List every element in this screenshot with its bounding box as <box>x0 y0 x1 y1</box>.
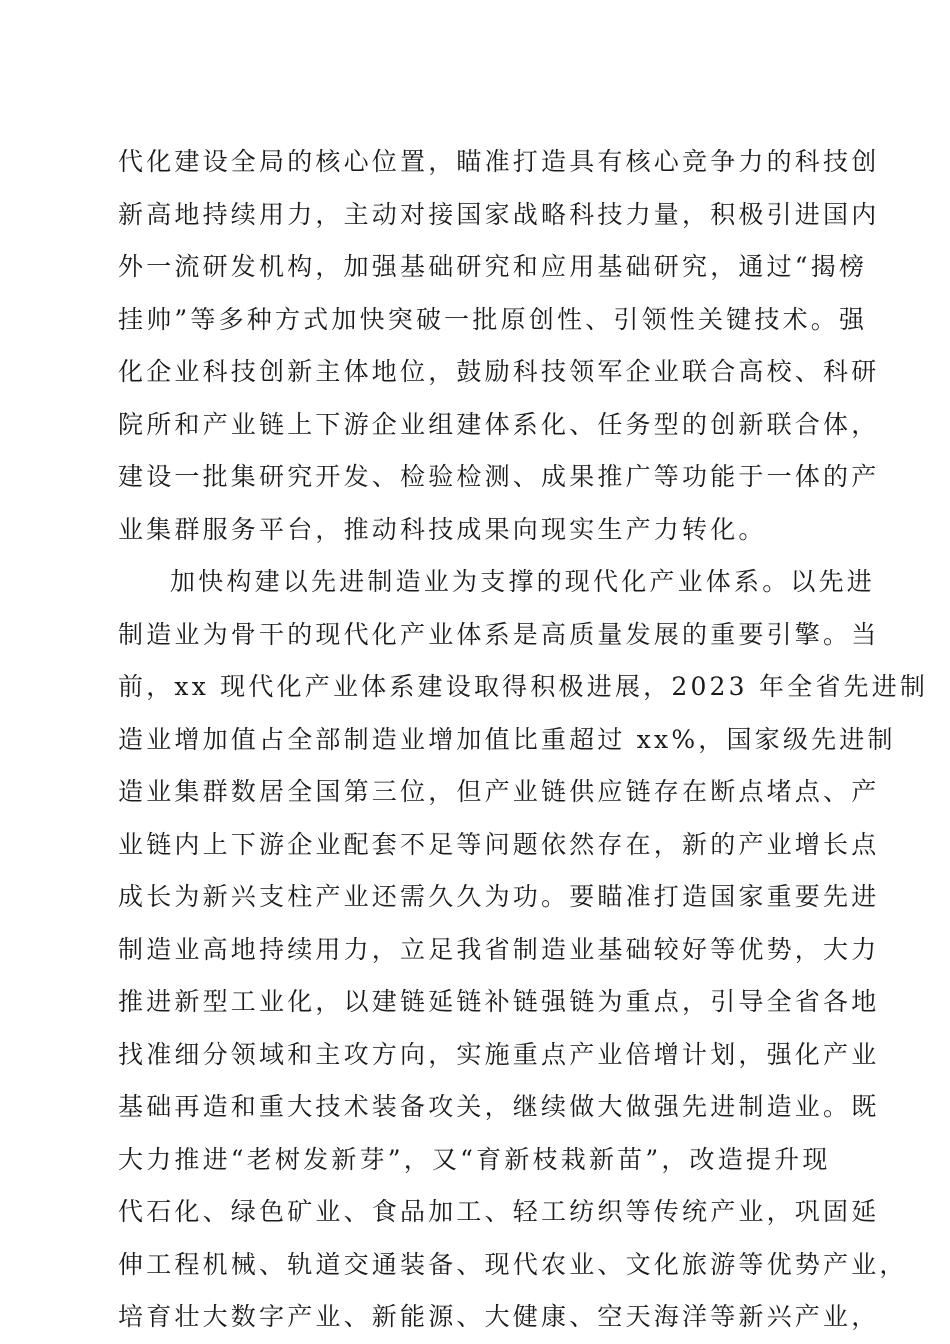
text-line: 化企业科技创新主体地位，鼓励科技领军企业联合高校、科研 <box>118 357 880 386</box>
text-line: 造业集群数居全国第三位，但产业链供应链存在断点堵点、产 <box>118 777 880 806</box>
paragraph-1 <box>118 136 880 556</box>
text-line: 新高地持续用力，主动对接国家战略科技力量，积极引进国内 <box>118 199 880 229</box>
text-line: 代化建设全局的核心位置，瞄准打造具有核心竞争力的科技创 <box>118 147 880 176</box>
text-line: 代石化、绿色矿业、食品加工、轻工纺织等传统产业，巩固延 <box>118 1197 880 1226</box>
text-line: 制造业为骨干的现代化产业体系是高质量发展的重要引擎。当 <box>118 619 880 649</box>
text-line: 外一流研发机构，加强基础研究和应用基础研究，通过“揭榜 <box>118 252 868 281</box>
text-line: 加快构建以先进制造业为支撑的现代化产业体系。以先进 <box>170 567 876 596</box>
text-line: 培育壮大数字产业、新能源、大健康、空天海洋等新兴产业， <box>118 1302 880 1331</box>
text-line: 制造业高地持续用力，立足我省制造业基础较好等优势，大力 <box>118 934 880 964</box>
text-line: 前，xx 现代化产业体系建设取得积极进展，2023 年全省先进制 <box>118 672 929 701</box>
text-line: 大力推进“老树发新芽”，又“育新枝栽新苗”，改造提升现 <box>118 1144 831 1174</box>
text-line: 成长为新兴支柱产业还需久久为功。要瞄准打造国家重要先进 <box>118 882 880 911</box>
paragraph-2 <box>118 556 929 1344</box>
text-line: 建设一批集研究开发、检验检测、成果推广等功能于一体的产 <box>118 462 880 491</box>
text-line: 业集群服务平台，推动科技成果向现实生产力转化。 <box>118 514 767 544</box>
text-line: 院所和产业链上下游企业组建体系化、任务型的创新联合体， <box>118 409 880 439</box>
text-line: 基础再造和重大技术装备攻关，继续做大做强先进制造业。既 <box>118 1092 880 1121</box>
text-line: 找准细分领域和主攻方向，实施重点产业倍增计划，强化产业 <box>118 1039 880 1069</box>
text-line: 推进新型工业化，以建链延链补链强链为重点，引导全省各地 <box>118 987 880 1016</box>
text-line: 造业增加值占全部制造业增加值比重超过 xx%，国家级先进制 <box>118 724 896 754</box>
text-line: 伸工程机械、轨道交通装备、现代农业、文化旅游等优势产业， <box>118 1249 908 1279</box>
text-line: 业链内上下游企业配套不足等问题依然存在，新的产业增长点 <box>118 829 880 859</box>
body-text <box>118 136 929 1344</box>
text-line: 挂帅”等多种方式加快突破一批原创性、引领性关键技术。强 <box>118 304 868 334</box>
